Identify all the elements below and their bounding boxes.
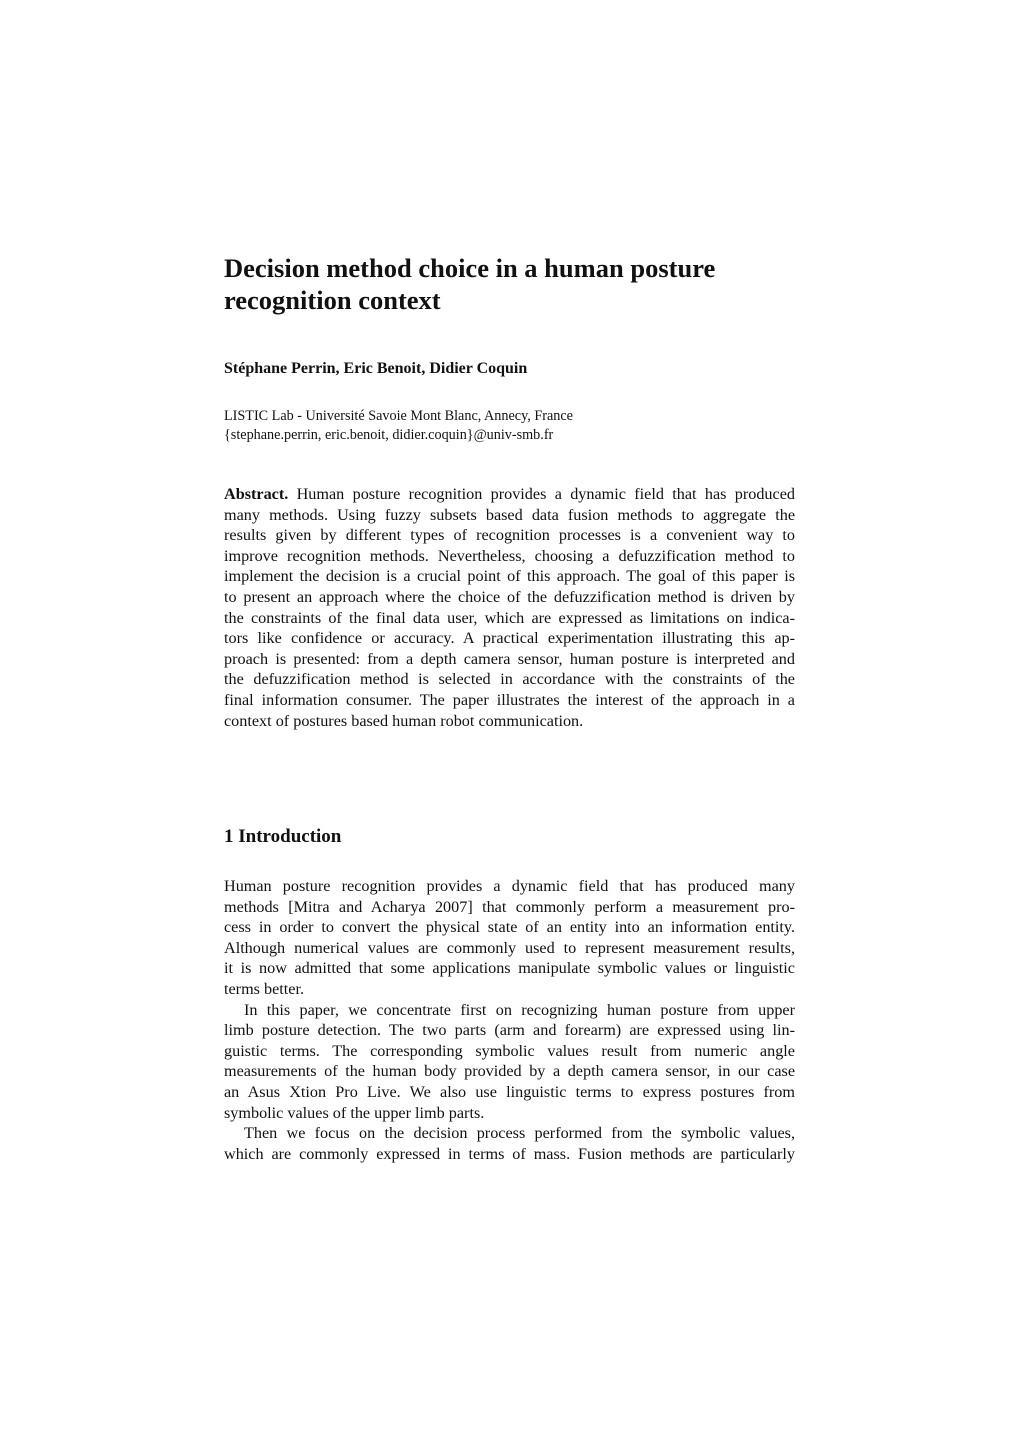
paragraph-line: Although numerical values are commonly used to represent measurement results, (224, 938, 795, 957)
abstract-line: many methods. Using fuzzy subsets based data fusion methods to aggregate the (224, 505, 795, 524)
paragraph-line: guistic terms. The corresponding symbolic values result from numeric angle (224, 1041, 795, 1060)
paragraph-line: it is now admitted that some applications manipulate symbolic values or linguistic (224, 959, 795, 978)
paragraph-line: terms better. (224, 979, 305, 998)
abstract-line: tors like confidence or accuracy. A practical experimentation illustrating this ap- (224, 629, 795, 648)
abstract-line: implement the decision is a crucial point of this approach. The goal of this paper is (224, 567, 795, 586)
abstract-text: Human posture recognition provides a dynamic field that has produced (288, 485, 795, 503)
paragraph-line: In this paper, we concentrate first on recognizing human posture from upper (244, 1000, 795, 1019)
paragraph-line: limb posture detection. The two parts (arm and forearm) are expressed using lin- (224, 1021, 795, 1040)
paragraph-line: an Asus Xtion Pro Live. We also use linguistic terms to express postures from (224, 1082, 795, 1101)
paragraph-line: which are commonly expressed in terms of mass. Fusion methods are particularly (224, 1144, 795, 1163)
paragraph-line: measurements of the human body provided by a depth camera sensor, in our case (224, 1062, 795, 1081)
abstract (224, 484, 795, 731)
title-line: recognition context (224, 285, 441, 315)
section-body (224, 876, 795, 1164)
abstract-line: context of postures based human robot communication. (224, 711, 584, 730)
abstract-line: to present an approach where the choice of the defuzzification method is driven by (224, 587, 795, 606)
abstract-line: the constraints of the final data user, which are expressed as limitations on indica- (224, 608, 795, 627)
paragraph-line: methods [Mitra and Acharya 2007] that commonly perform a measurement pro- (224, 897, 795, 916)
affiliation (224, 407, 795, 444)
paragraph-line: symbolic values of the upper limb parts. (224, 1103, 485, 1122)
paragraph-line: Human posture recognition provides a dynamic field that has produced many (224, 877, 795, 895)
author-list: Stéphane Perrin, Eric Benoit, Didier Coquin (224, 360, 528, 377)
affiliation-email: {stephane.perrin, eric.benoit, didier.coquin}@univ-smb.fr (224, 426, 554, 443)
affiliation-line: LISTIC Lab - Université Savoie Mont Blanc, Annecy, France (224, 408, 573, 424)
title-line: Decision method choice in a human posture (224, 253, 716, 283)
abstract-label: Abstract. (224, 485, 289, 503)
paragraph-line: Then we focus on the decision process performed from the symbolic values, (244, 1124, 795, 1143)
abstract-line (224, 484, 795, 505)
abstract-line: proach is presented: from a depth camera sensor, human posture is interpreted and (224, 649, 795, 668)
abstract-line: results given by different types of recognition processes is a convenient way to (224, 526, 795, 545)
abstract-line: the defuzzification method is selected in accordance with the constraints of the (224, 670, 795, 689)
abstract-line: final information consumer. The paper illustrates the interest of the approach in a (224, 690, 795, 709)
paper-title (224, 252, 795, 316)
paragraph-line: cess in order to convert the physical state of an entity into an information entity. (224, 918, 795, 937)
abstract-line: improve recognition methods. Nevertheless, choosing a defuzzification method to (224, 546, 795, 565)
section-heading: 1 Introduction (224, 826, 342, 847)
